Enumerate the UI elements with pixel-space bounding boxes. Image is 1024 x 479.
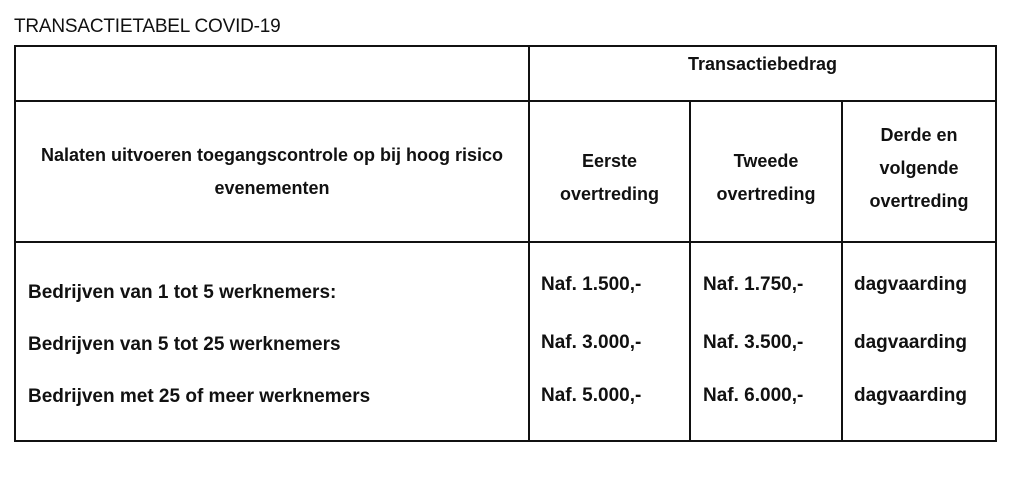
row-1-first-amount: Naf. 1.500,-	[541, 274, 642, 295]
table-header-row-top	[15, 46, 996, 101]
row-2-third-sanction: dagvaarding	[854, 332, 967, 353]
first-offense-header-cell	[529, 101, 690, 242]
second-offense-column	[690, 242, 842, 441]
row-3-category: Bedrijven met 25 of meer werknemers	[28, 386, 371, 407]
third-offense-header: Derde en volgende overtreding	[869, 125, 969, 211]
table-body-row	[15, 242, 996, 441]
category-header-cell	[15, 101, 529, 242]
second-offense-header: Tweede overtreding	[716, 150, 816, 204]
transaction-table	[14, 45, 997, 442]
row-2-second-amount: Naf. 3.500,-	[703, 332, 804, 353]
table-header-row	[15, 101, 996, 242]
first-offense-column	[529, 242, 690, 441]
row-3-second-amount: Naf. 6.000,-	[703, 385, 804, 406]
second-offense-header-cell	[690, 101, 842, 242]
row-1-second-amount: Naf. 1.750,-	[703, 274, 804, 295]
category-header: Nalaten uitvoeren toegangscontrole op bij hoog risico evenementen	[40, 144, 504, 198]
category-column	[15, 242, 529, 441]
third-offense-column	[842, 242, 996, 441]
row-3-third-sanction: dagvaarding	[854, 385, 967, 406]
document-title: TRANSACTIETABEL COVID-19	[14, 16, 281, 37]
row-3-first-amount: Naf. 5.000,-	[541, 385, 642, 406]
empty-corner-cell	[15, 46, 529, 101]
row-1-category: Bedrijven van 1 tot 5 werknemers:	[28, 282, 337, 303]
row-2-first-amount: Naf. 3.000,-	[541, 332, 642, 353]
amount-group-header: Transactiebedrag	[687, 54, 838, 74]
first-offense-header: Eerste overtreding	[559, 150, 660, 204]
amount-group-header-cell	[529, 46, 996, 101]
third-offense-header-cell	[842, 101, 996, 242]
row-1-third-sanction: dagvaarding	[854, 274, 967, 295]
row-2-category: Bedrijven van 5 tot 25 werknemers	[28, 334, 341, 355]
